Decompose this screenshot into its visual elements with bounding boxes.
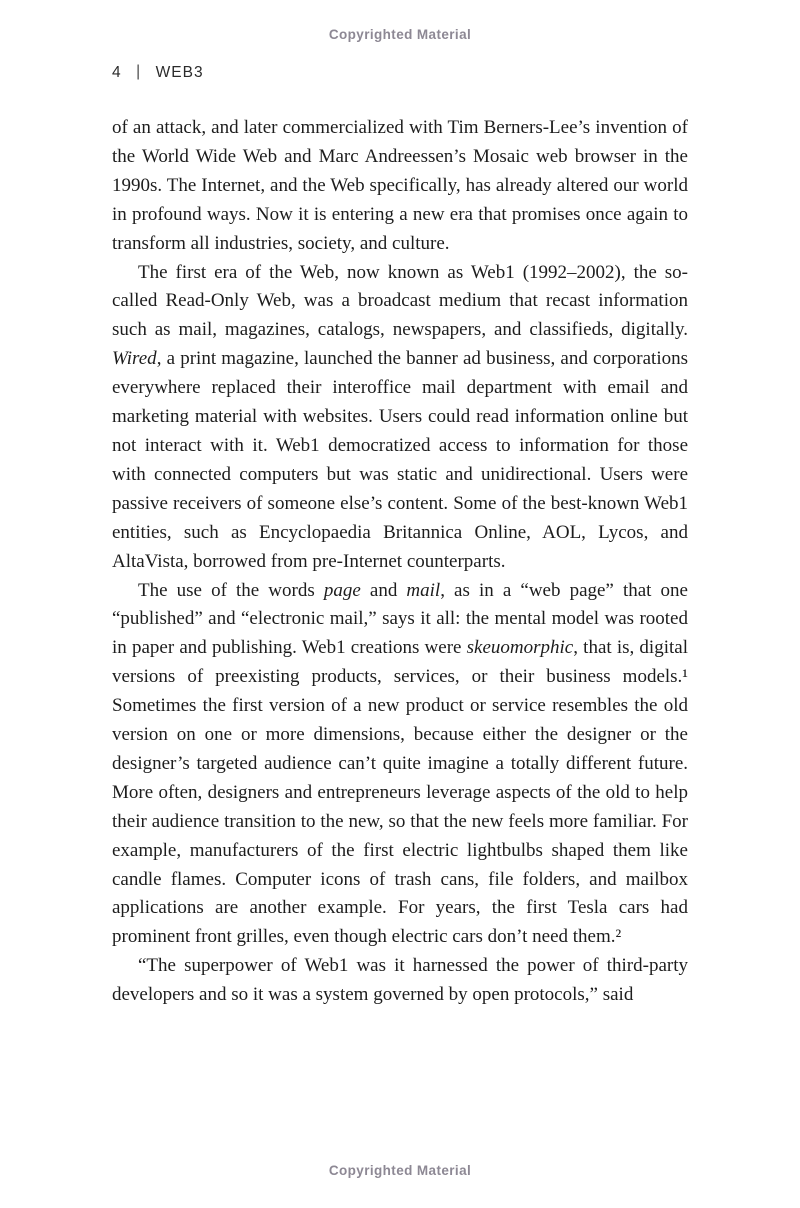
paragraph [112, 952, 688, 1010]
running-header [112, 64, 204, 82]
body-text-segment: , that is, digital versions of preexisting products, services, or their business models.¹ Sometimes the first version of a new product or service resembles the old version on one or more dimensions, because either the designer or the designer’s targeted audience can’t quite imagine a totally different future. More often, designers and entrepreneurs leverage aspects of the old to help their audience transition to the new, so that the new feels more familiar. For example, manufacturers of the first electric lightbulbs shaped them like candle flames. Computer icons of trash cans, file folders, and mailbox applications are another example. For years, the first Tesla cars had prominent front grilles, even though electric cars don’t need them.² [112, 637, 688, 948]
page-number: 4 [112, 64, 122, 81]
italic-text: page [323, 579, 361, 601]
page-body [112, 114, 688, 1010]
body-text-segment: of an attack, and later commercialized with Tim Berners-Lee’s invention of the World Wide Web and Marc Andreessen’s Mosaic web browser in the 1990s. The Internet, and the Web specifically, has already altered our world in profound ways. Now it is entering a new era that promises once again to transform all industries, society, and culture. [112, 117, 688, 254]
body-text-segment: and [360, 579, 407, 601]
body-text-segment: The use of the words [138, 579, 324, 601]
italic-text: Wired [112, 348, 157, 370]
header-separator: | [136, 63, 141, 80]
italic-text: skeuomorphic [466, 637, 574, 659]
body-text-segment: “The superpower of Web1 was it harnessed the power of third-party developers and so it was a system governed by open protocols,” said [112, 955, 688, 1006]
body-text-segment: , as in a “web page” that one “published” and “electronic mail,” says it all: the mental model was rooted in paper and publishing. Web1 creations were [112, 579, 688, 659]
copyright-notice-header: Copyrighted Material [328, 27, 472, 42]
paragraph [112, 577, 688, 953]
copyright-notice-footer: Copyrighted Material [328, 1163, 472, 1178]
body-text-segment: The first era of the Web, now known as Web1 (1992–2002), the so-called Read-Only Web, was a broadcast medium that recast information such as mail, magazines, catalogs, newspapers, and classifieds, digitally. [112, 261, 688, 341]
italic-text: mail [406, 579, 441, 601]
paragraph [112, 114, 688, 259]
paragraph [112, 259, 688, 577]
running-title: WEB3 [155, 64, 204, 81]
body-text-segment: , a print magazine, launched the banner ad business, and corporations everywhere replaced their interoffice mail department with email and marketing material with websites. Users could read information online but not interact with it. Web1 democratized access to information for those with connected computers but was static and unidirectional. Users were passive receivers of someone else’s content. Some of the best-known Web1 entities, such as Encyclopaedia Britannica Online, AOL, Lycos, and AltaVista, borrowed from pre-Internet counterparts. [112, 348, 688, 572]
